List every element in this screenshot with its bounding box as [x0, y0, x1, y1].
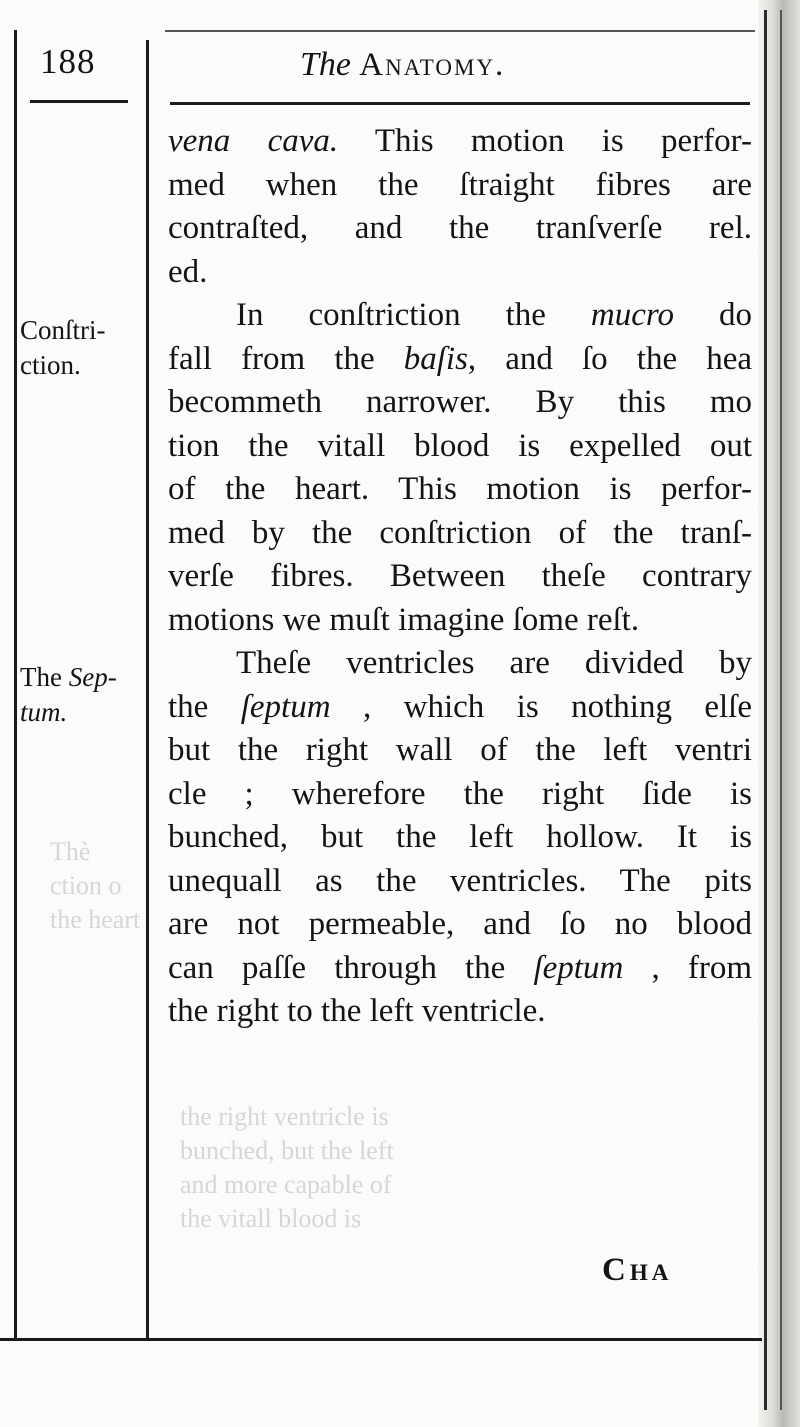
text-line	[168, 903, 752, 947]
bottom-frame-rule	[0, 1338, 762, 1341]
side-note-line: tum.	[20, 697, 68, 727]
catchword: Cha	[602, 1252, 673, 1288]
side-note-line	[20, 660, 117, 695]
text-run: unequall as the ventricles. The pits	[168, 862, 752, 899]
text-line	[168, 468, 752, 512]
side-note-constriction	[20, 313, 106, 383]
text-line	[168, 555, 752, 599]
text-line	[168, 686, 752, 730]
side-note-septum	[20, 660, 117, 730]
text-run: med by the conſtriction of the tranſ-	[168, 514, 752, 551]
text-run: motions we muſt imagine ſome reſt.	[168, 601, 640, 638]
text-run: can paſſe through the	[168, 949, 534, 986]
text-line	[168, 381, 752, 425]
binding-rule	[764, 10, 767, 1410]
text-run: verſe fibres. Between theſe contrary	[168, 558, 752, 594]
italic-term: vena cava.	[168, 123, 339, 159]
running-head-the: The	[300, 46, 351, 83]
text-line	[168, 294, 752, 338]
text-line	[168, 512, 752, 556]
top-frame-rule	[165, 30, 755, 32]
italic-term: ſeptum	[240, 688, 331, 725]
text-line	[168, 729, 752, 773]
side-note-line: ction.	[20, 350, 81, 380]
text-line	[168, 207, 752, 251]
header-rule-left	[30, 100, 128, 103]
header-rule	[170, 102, 750, 105]
text-run: fall from the	[168, 340, 404, 377]
text-run: contraſted, and the tranſverſe rel.	[168, 210, 752, 246]
text-line	[168, 642, 752, 686]
text-run: are not permeable, and ſo no blood	[168, 906, 752, 942]
text-run: cle ; wherefore the right ſide is	[168, 775, 752, 812]
text-line	[168, 816, 752, 860]
text-run: , from	[623, 949, 752, 986]
margin-frame-rule	[146, 40, 149, 1340]
text-run: bunched, but the left hollow. It is	[168, 819, 752, 855]
italic-term: baſis	[403, 340, 468, 377]
text-run: the right to the left ventricle.	[168, 993, 546, 1029]
text-line	[168, 164, 752, 208]
side-note-word: Sep-	[68, 662, 117, 692]
left-frame-rule	[14, 30, 17, 1340]
text-line	[168, 860, 752, 904]
text-line	[168, 947, 752, 991]
text-run: of the heart. This motion is perfor-	[168, 471, 752, 507]
text-line	[168, 425, 752, 469]
side-note-word: The	[20, 662, 69, 692]
italic-term: mucro	[590, 297, 675, 333]
running-head-title: Anatomy.	[359, 47, 506, 83]
text-line	[168, 990, 752, 1034]
text-run: ed.	[168, 253, 208, 290]
text-run: This motion is perfor-	[338, 123, 752, 159]
italic-term: ſeptum	[533, 949, 624, 986]
text-line	[168, 120, 752, 164]
text-run: In conſtriction the	[236, 297, 591, 333]
show-through-text: the right ventricle is bunched, but the left and more capable of the vitall blood is	[180, 1102, 394, 1233]
text-line	[168, 773, 752, 817]
show-through-text: Thè ction o the heart	[50, 837, 141, 934]
text-line	[168, 338, 752, 382]
text-run: Theſe ventricles are divided by	[236, 645, 752, 681]
text-run: tion the vitall blood is expelled out	[168, 427, 752, 464]
text-line	[168, 251, 752, 295]
text-run: , and ſo the hea	[467, 340, 752, 377]
binding-edge	[758, 0, 800, 1427]
text-run: med when the ſtraight fibres are	[168, 166, 752, 203]
text-run: do	[674, 297, 753, 333]
text-run: but the right wall of the left ventri	[168, 732, 752, 768]
text-run: the	[168, 688, 241, 725]
side-note-line: Conſtri-	[20, 315, 106, 345]
page-number: 188	[40, 42, 96, 81]
binding-rule	[780, 10, 782, 1410]
running-head	[300, 46, 505, 84]
text-run: , which is nothing elſe	[330, 688, 752, 725]
text-run: becommeth narrower. By this mo	[168, 384, 752, 420]
body-text	[168, 120, 752, 1034]
text-line	[168, 599, 752, 643]
